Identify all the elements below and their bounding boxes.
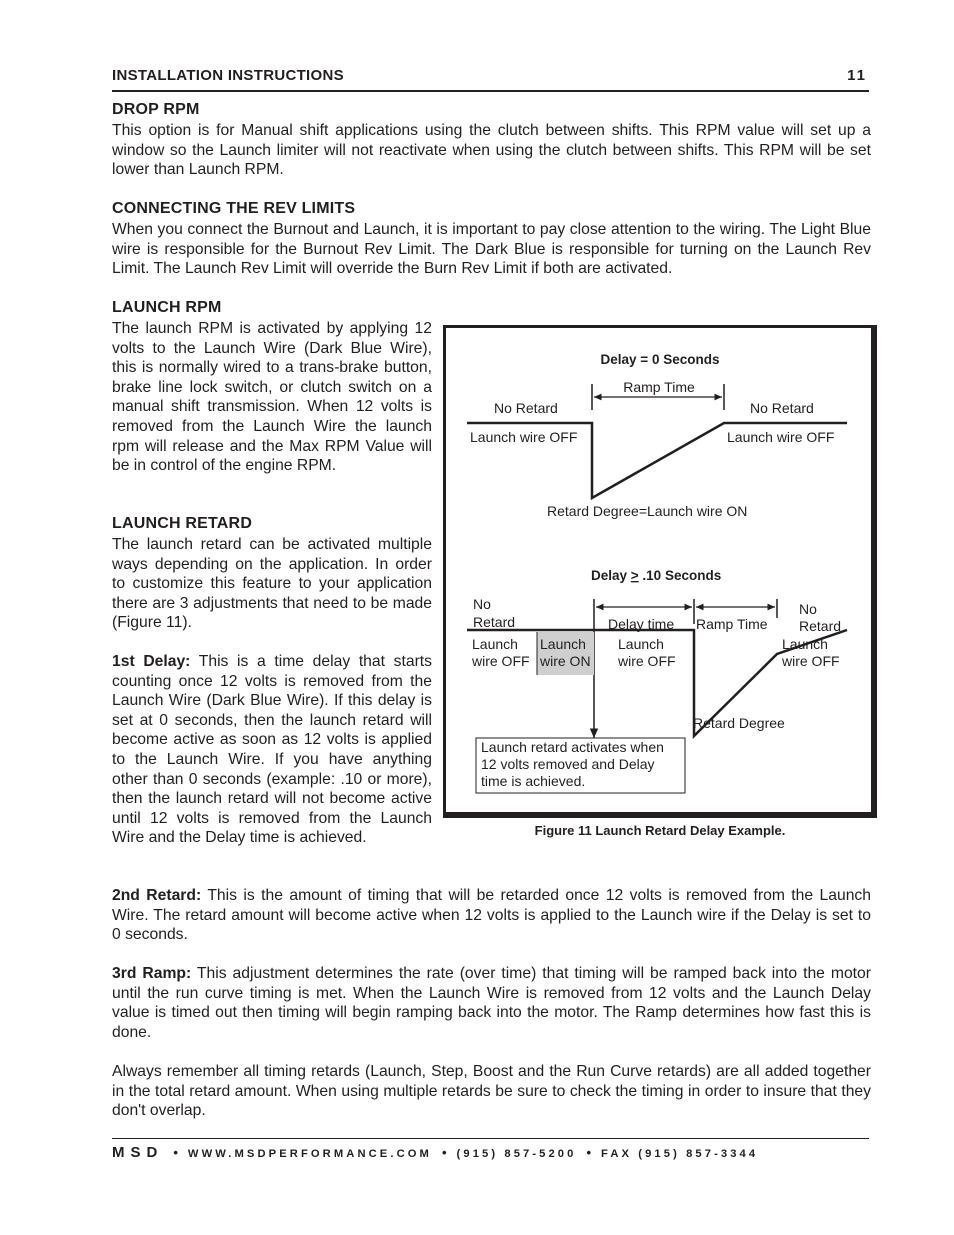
drop-rpm-text: This option is for Manual shift applications using the clutch between shifts. This RPM value will set up a window so the Launch limiter will not reactivate when using the clutch between shifts. This RPM will be set lower than Launch RPM. — [112, 122, 871, 179]
bottom-off-left-2: wire OFF — [472, 653, 530, 669]
bottom-off-right-1: Launch — [782, 636, 828, 652]
timing-diagram — [446, 328, 874, 815]
first-delay-paragraph — [112, 652, 432, 848]
top-no-retard-left: No Retard — [494, 400, 558, 416]
first-delay-text: This is a time delay that starts counting once 12 volts is removed from the Launch Wire (Dark Blue Wire). If this delay is set at 0 seconds, then the launch retard will become active as soon as 12 volts is applied to the Launch Wire. If you have anything other than 0 seconds (example: .10 or more), then the launch retard will not become active until 12 volts is removed from the Launch Wire and the Delay time is achieved. — [112, 653, 432, 847]
header-title: INSTALLATION INSTRUCTIONS — [112, 67, 344, 84]
bottom-off-right-2: wire OFF — [782, 653, 840, 669]
bottom-delay-time-label: Delay time — [608, 616, 675, 632]
note-line-2: 12 volts removed and Delay — [481, 756, 655, 772]
footer-phone: (915) 857-5200 — [456, 1148, 577, 1160]
bottom-title-suffix: .10 Seconds — [638, 568, 722, 583]
note-line-3: time is achieved. — [481, 773, 586, 789]
bottom-no-right-1: No — [799, 601, 817, 617]
page-header — [112, 66, 869, 92]
third-ramp-paragraph — [112, 964, 871, 1042]
launch-retard-figure — [443, 325, 877, 818]
second-retard-label: 2nd Retard: — [112, 887, 202, 904]
page-footer — [112, 1144, 869, 1164]
footer-bullet-1: • — [173, 1145, 178, 1160]
third-ramp-label: 3rd Ramp: — [112, 965, 192, 982]
drop-rpm-heading: DROP RPM — [112, 101, 200, 118]
launch-rpm-heading: LAUNCH RPM — [112, 299, 222, 316]
footer-rule — [112, 1138, 869, 1139]
always-remember-text: Always remember all timing retards (Launch, Step, Boost and the Run Curve retards) are all added together in the total retard amount. When using multiple retards be sure to check the timing in order to insure that they don't overlap. — [112, 1063, 871, 1120]
bottom-title-prefix: Delay — [591, 568, 631, 583]
bottom-no-right-2: Retard — [799, 618, 842, 634]
bottom-no-left-2: Retard — [473, 614, 516, 630]
bottom-off-left-1: Launch — [472, 636, 518, 652]
second-retard-text: This is the amount of timing that will be retarded once 12 volts is removed from the Launch Wire. The retard amount will become active when 12 volts is applied to the Launch wire if the Delay is set to 0 seconds. — [112, 887, 871, 944]
bottom-off-mid-2: wire OFF — [618, 653, 676, 669]
third-ramp-text: This adjustment determines the rate (over time) that timing will be ramped back into the motor until the run curve timing is met. When the Launch Wire is removed from 12 volts and the Launch Delay value is timed out then timing will begin ramping back into the motor. The Ramp determines how fast this is done. — [112, 965, 871, 1041]
bottom-off-mid-1: Launch — [618, 636, 664, 652]
connecting-heading: CONNECTING THE REV LIMITS — [112, 200, 356, 217]
launch-retard-text: The launch retard can be activated multiple ways depending on the application. In order to customize this feature to your application there are 3 adjustments that need to be made (Figure 11). — [112, 536, 432, 632]
figure-caption: Figure 11 Launch Retard Delay Example. — [534, 823, 786, 838]
top-retard-degree: Retard Degree=Launch wire ON — [547, 503, 748, 519]
top-ramp-time-label: Ramp Time — [623, 379, 695, 395]
bottom-title — [591, 568, 721, 583]
launch-rpm-text: The launch RPM is activated by applying 12 volts to the Launch Wire (Dark Blue Wire), this is normally wired to a trans-brake button, brake line lock switch, or clutch switch on a manual shift transmission. When 12 volts is removed from the Launch Wire the launch rpm will release and the Max RPM Value will be in control of the engine RPM. — [112, 320, 432, 475]
note-line-1: Launch retard activates when — [481, 739, 664, 755]
connecting-text: When you connect the Burnout and Launch, it is important to pay close attention to the wiring. The Light Blue wire is responsible for the Burnout Rev Limit. The Dark Blue is responsible for turning on the Launch Rev Limit. The Launch Rev Limit will override the Burn Rev Limit if both are activated. — [112, 221, 871, 278]
footer-bullet-2: • — [441, 1145, 447, 1160]
top-no-retard-right: No Retard — [750, 400, 814, 416]
footer-brand: MSD — [112, 1144, 164, 1161]
footer-fax: FAX (915) 857-3344 — [601, 1148, 759, 1160]
top-off-right: Launch wire OFF — [727, 429, 835, 445]
bottom-on-2: wire ON — [540, 653, 591, 669]
launch-retard-heading: LAUNCH RETARD — [112, 515, 253, 532]
top-title: Delay = 0 Seconds — [600, 352, 720, 367]
bottom-title-symbol: > — [630, 568, 639, 583]
top-off-left: Launch wire OFF — [470, 429, 578, 445]
bottom-ramp-time-label: Ramp Time — [696, 616, 768, 632]
page-number: 11 — [847, 67, 867, 84]
footer-bullet-3: • — [586, 1145, 592, 1160]
bottom-retard-degree: Retard Degree — [693, 715, 785, 731]
bottom-on-1: Launch — [540, 636, 586, 652]
second-retard-paragraph — [112, 886, 871, 945]
bottom-no-left-1: No — [473, 596, 491, 612]
footer-website: WWW.MSDPERFORMANCE.COM — [187, 1148, 432, 1160]
first-delay-label: 1st Delay: — [112, 653, 191, 670]
